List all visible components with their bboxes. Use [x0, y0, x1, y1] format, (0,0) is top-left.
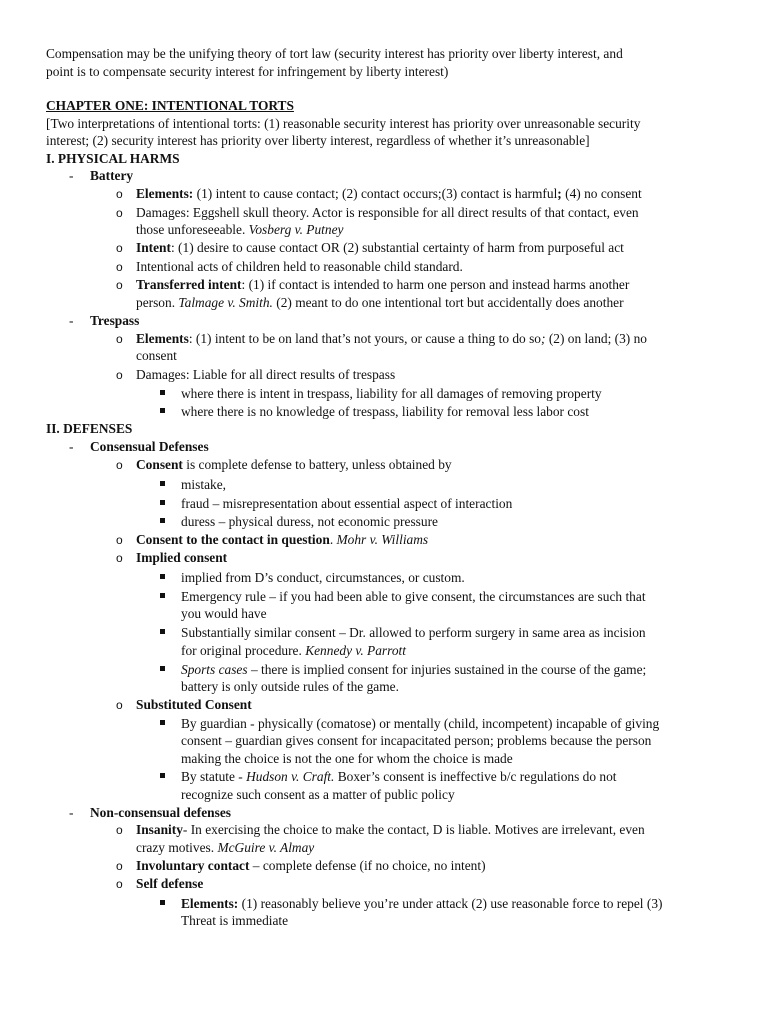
emergency-rule-line-1: Emergency rule – if you had been able to give consent, the circumstances are such that	[181, 589, 646, 604]
square-bullet-icon	[160, 593, 165, 598]
statute-text: By statute -	[181, 769, 247, 784]
dash-marker: -	[69, 439, 74, 454]
battery-intent-text: : (1) desire to cause contact OR (2) substantial certainty of harm from purposeful act	[170, 240, 624, 255]
consent-duress: duress – physical duress, not economic pressure	[181, 514, 438, 529]
sports-cases-line-2: battery is only outside rules of the game.	[181, 679, 399, 694]
consent-text: is complete defense to battery, unless obtained by	[182, 457, 452, 472]
guardian-line-3: making the choice is not the one for whom the choice is made	[181, 751, 513, 766]
trespass-damages: Damages: Liable for all direct results of trespass	[136, 367, 396, 382]
insanity-label: Insanity	[136, 822, 183, 837]
battery-title: Battery	[90, 168, 134, 183]
similar-consent-line-2	[181, 642, 406, 660]
circle-bullet-icon: o	[116, 260, 123, 274]
statute-line-1	[181, 768, 617, 786]
battery-transferred-text-3: (2) meant to do one intentional tort but accidentally does another	[272, 295, 624, 310]
insanity-line-2	[136, 839, 314, 857]
insanity-text: - In exercising the choice to make the contact, D is liable. Motives are irrelevant, even	[182, 822, 645, 837]
trespass-sub-2: where there is no knowledge of trespass, liability for removal less labor cost	[181, 404, 589, 419]
similar-consent-line-1: Substantially similar consent – Dr. allowed to perform surgery in same area as incision	[181, 625, 646, 640]
implied-consent-label: Implied consent	[136, 550, 228, 565]
guardian-line-1: By guardian - physically (comatose) or mentally (child, incompetent) incapable of giving	[181, 716, 660, 731]
case-citation: Kennedy v. Parrott	[305, 643, 406, 658]
trespass-elements-text: : (1) intent to be on land that’s not yours, or cause a thing to do so	[188, 331, 542, 346]
involuntary-contact-label: Involuntary contact	[136, 858, 250, 873]
battery-damages-line-1: Damages: Eggshell skull theory. Actor is responsible for all direct results of that contact, even	[136, 205, 639, 220]
implied-conduct: implied from D’s conduct, circumstances, or custom.	[181, 570, 465, 585]
consent-fraud: fraud – misrepresentation about essential aspect of interaction	[181, 496, 513, 511]
circle-bullet-icon: o	[116, 458, 123, 472]
trespass-elements-label: Elements	[136, 331, 189, 346]
trespass-elements-text-2: (2) on land; (3) no	[545, 331, 648, 346]
case-citation: Vosberg v. Putney	[248, 222, 344, 237]
similar-consent-text: for original procedure.	[181, 643, 306, 658]
sports-cases-label: Sports cases	[181, 662, 248, 677]
consent-to-contact-label: Consent to the contact in question	[136, 532, 330, 547]
circle-bullet-icon: o	[116, 278, 123, 292]
battery-elements-tail: (4) no consent	[561, 186, 642, 201]
battery-children: Intentional acts of children held to reasonable child standard.	[136, 259, 463, 274]
battery-transferred-line-2	[136, 294, 624, 312]
battery-damages-line-2	[136, 221, 344, 239]
consent-line	[136, 456, 452, 474]
self-defense-elements-label: Elements:	[181, 896, 239, 911]
dash-marker: -	[69, 313, 74, 328]
sports-cases-line-1	[181, 661, 646, 679]
section-heading-defenses: II. DEFENSES	[46, 421, 133, 436]
dash-marker: -	[69, 168, 74, 183]
substituted-consent-label: Substituted Consent	[136, 697, 252, 712]
case-citation: Talmage v. Smith.	[178, 295, 273, 310]
circle-bullet-icon: o	[116, 368, 123, 382]
circle-bullet-icon: o	[116, 877, 123, 891]
battery-transferred-text-2: person.	[136, 295, 179, 310]
dash-marker: -	[69, 805, 74, 820]
self-defense-label: Self defense	[136, 876, 204, 891]
emergency-rule-line-2: you would have	[181, 606, 267, 621]
consent-to-contact	[136, 531, 428, 549]
circle-bullet-icon: o	[116, 823, 123, 837]
guardian-line-2: consent – guardian gives consent for incapacitated person; problems because the person	[181, 733, 652, 748]
non-consensual-defenses-title: Non-consensual defenses	[90, 805, 231, 820]
square-bullet-icon	[160, 574, 165, 579]
battery-intent	[136, 239, 624, 257]
trespass-title: Trespass	[90, 313, 140, 328]
battery-elements	[136, 185, 642, 203]
trespass-elements-line-2: consent	[136, 348, 177, 363]
trespass-sub-1: where there is intent in trespass, liability for all damages of removing property	[181, 386, 602, 401]
section-heading-physical-harms: I. PHYSICAL HARMS	[46, 151, 180, 166]
chapter-title: CHAPTER ONE: INTENTIONAL TORTS	[46, 98, 294, 113]
circle-bullet-icon: o	[116, 859, 123, 873]
intro-line-2: point is to compensate security interest for infringement by liberty interest)	[46, 64, 449, 79]
square-bullet-icon	[160, 900, 165, 905]
involuntary-contact-text: – complete defense (if no choice, no intent)	[249, 858, 486, 873]
self-defense-elements-line-2: Threat is immediate	[181, 913, 289, 928]
circle-bullet-icon: o	[116, 241, 123, 255]
circle-bullet-icon: o	[116, 551, 123, 565]
circle-bullet-icon: o	[116, 206, 123, 220]
case-citation: Mohr v. Williams	[336, 532, 429, 547]
insanity-text-2: crazy motives.	[136, 840, 218, 855]
statute-text-2: Boxer’s consent is ineffective b/c regulations do not	[334, 769, 617, 784]
square-bullet-icon	[160, 500, 165, 505]
square-bullet-icon	[160, 666, 165, 671]
square-bullet-icon	[160, 773, 165, 778]
battery-elements-text: (1) intent to cause contact; (2) contact occurs;(3) contact is harmful	[193, 186, 558, 201]
chapter-note-line-2: interest; (2) security interest has priority over liberty interest, regardless of whether it’s unreasonable]	[46, 133, 590, 148]
battery-transferred-text: : (1) if contact is intended to harm one person and instead harms another	[241, 277, 630, 292]
consensual-defenses-title: Consensual Defenses	[90, 439, 209, 454]
self-defense-elements-text: (1) reasonably believe you’re under attack (2) use reasonable force to repel (3)	[238, 896, 663, 911]
consent-to-contact-sep: .	[329, 532, 337, 547]
square-bullet-icon	[160, 518, 165, 523]
battery-elements-semicolon: ;	[557, 186, 562, 201]
square-bullet-icon	[160, 390, 165, 395]
battery-elements-label: Elements:	[136, 186, 194, 201]
insanity-line-1	[136, 821, 645, 839]
square-bullet-icon	[160, 481, 165, 486]
consent-mistake: mistake,	[181, 477, 226, 492]
circle-bullet-icon: o	[116, 533, 123, 547]
battery-transferred-label: Transferred intent	[136, 277, 242, 292]
trespass-elements-line-1	[136, 330, 647, 348]
sports-cases-text: – there is implied consent for injuries sustained in the course of the game;	[247, 662, 647, 677]
intro-line-1: Compensation may be the unifying theory of tort law (security interest has priority over liberty interest, and	[46, 46, 623, 61]
battery-transferred-line-1	[136, 276, 629, 294]
square-bullet-icon	[160, 720, 165, 725]
square-bullet-icon	[160, 629, 165, 634]
trespass-elements-semicolon: ;	[541, 331, 546, 346]
case-citation: McGuire v. Almay	[217, 840, 315, 855]
chapter-note-line-1: [Two interpretations of intentional torts: (1) reasonable security interest has priority over unreasonable security	[46, 116, 641, 131]
square-bullet-icon	[160, 408, 165, 413]
battery-damages-text: those unforeseeable.	[136, 222, 249, 237]
statute-line-2: recognize such consent as a matter of public policy	[181, 787, 455, 802]
circle-bullet-icon: o	[116, 187, 123, 201]
consent-label: Consent	[136, 457, 183, 472]
involuntary-contact	[136, 857, 486, 875]
self-defense-elements-line-1	[181, 895, 663, 913]
circle-bullet-icon: o	[116, 698, 123, 712]
case-citation: Hudson v. Craft.	[246, 769, 335, 784]
battery-intent-label: Intent	[136, 240, 171, 255]
circle-bullet-icon: o	[116, 332, 123, 346]
